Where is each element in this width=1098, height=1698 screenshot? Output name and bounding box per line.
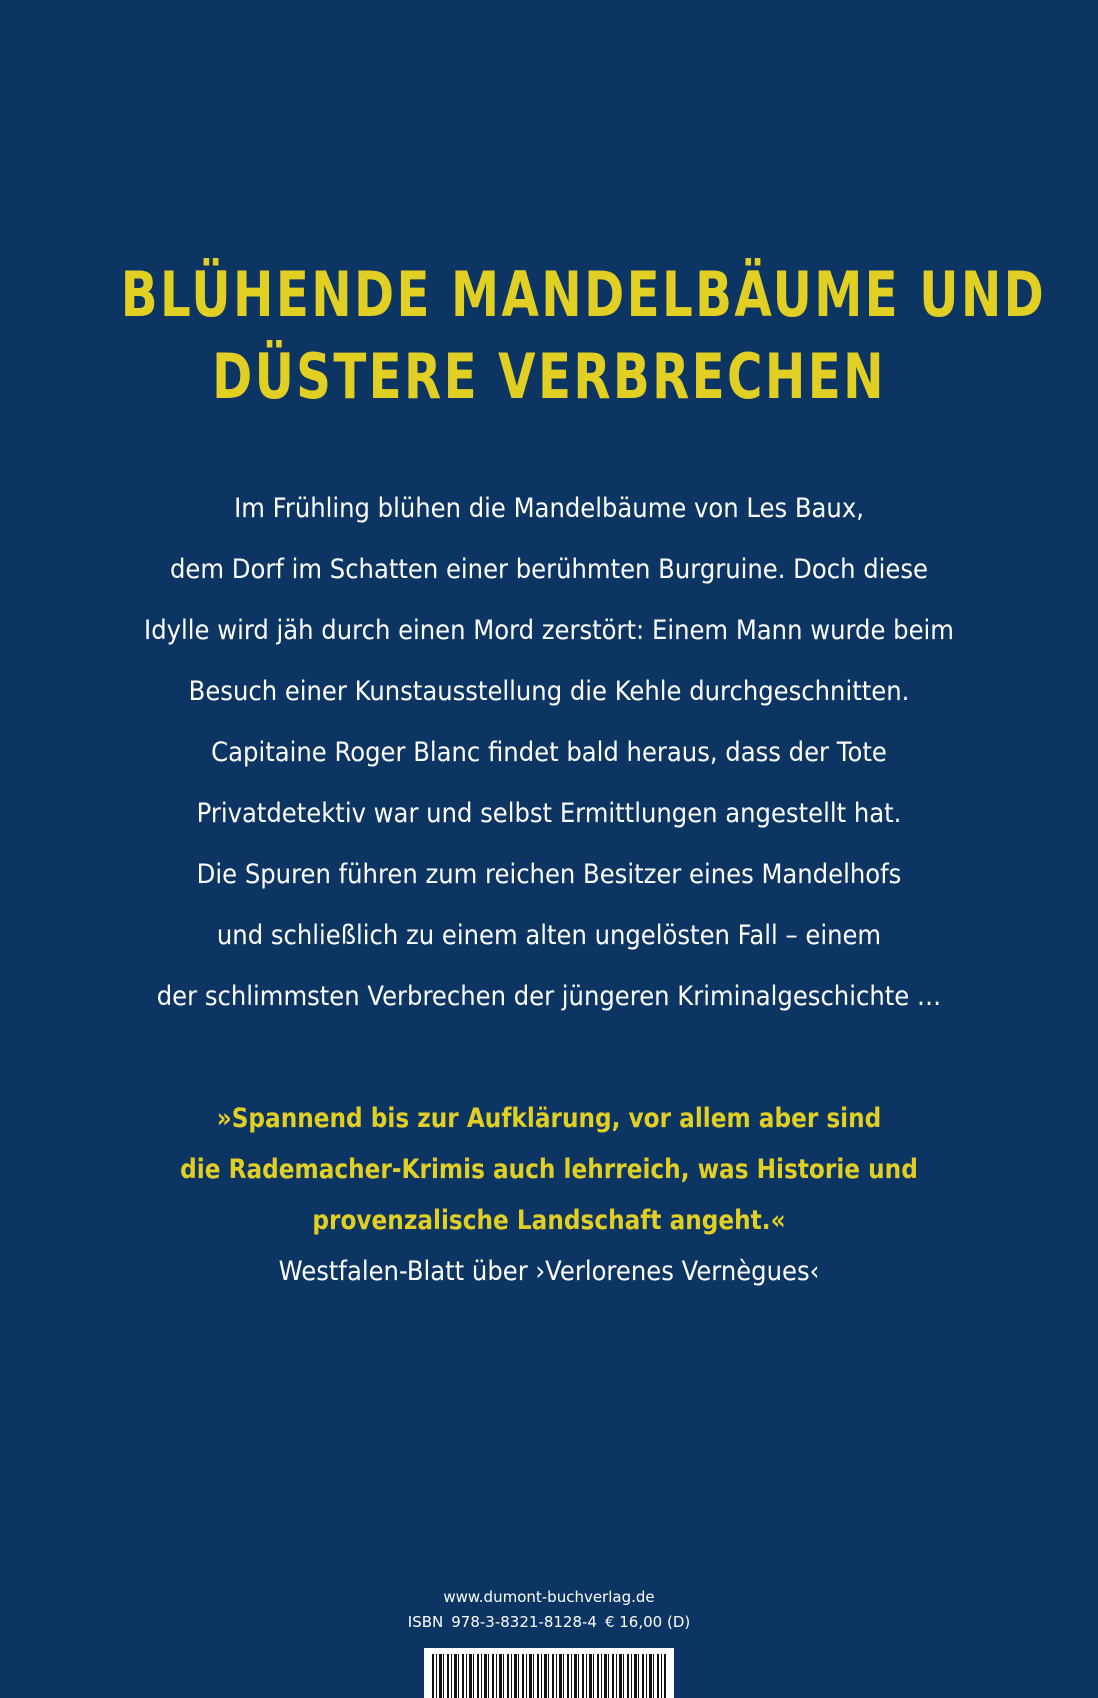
blurb-line: Die Spuren führen zum reichen Besitzer eines Mandelhofs — [196, 859, 902, 890]
blurb-line: Im Frühling blühen die Mandelbäume von Les Baux, — [234, 493, 864, 524]
blurb-line: Capitaine Roger Blanc findet bald heraus, dass der Tote — [211, 737, 887, 768]
blurb-line: Privatdetektiv war und selbst Ermittlungen angestellt hat. — [196, 798, 902, 829]
imprint — [0, 1585, 1098, 1635]
quote-line: »Spannend bis zur Aufklärung, vor allem aber sind — [216, 1103, 882, 1134]
headline-line-2: DÜSTERE VERBRECHEN — [212, 340, 886, 413]
blurb-text — [0, 478, 1098, 1027]
publisher-website: www.dumont-buchverlag.de — [443, 1588, 655, 1606]
headline-line-1: BLÜHENDE MANDELBÄUME UND — [120, 258, 1047, 331]
quote-line: die Rademacher-Krimis auch lehrreich, was Historie und — [180, 1154, 918, 1185]
isbn-number: 978-3-8321-8128-4 — [451, 1613, 597, 1631]
barcode-area — [424, 1648, 674, 1698]
blurb-line: Idylle wird jäh durch einen Mord zerstört: Einem Mann wurde beim — [144, 615, 954, 646]
blurb-line: und schließlich zu einem alten ungelösten Fall – einem — [216, 920, 882, 951]
press-quote — [0, 1093, 1098, 1297]
quote-line: provenzalische Landschaft angeht.« — [312, 1205, 786, 1236]
price: € 16,00 (D) — [604, 1613, 691, 1631]
isbn-price-row — [0, 1610, 1098, 1635]
blurb-line: der schlimmsten Verbrechen der jüngeren Kriminalgeschichte … — [156, 981, 942, 1012]
blurb-line: dem Dorf im Schatten einer berühmten Burgruine. Doch diese — [170, 554, 928, 585]
isbn-label: ISBN — [407, 1613, 444, 1631]
blurb-line: Besuch einer Kunstausstellung die Kehle durchgeschnitten. — [188, 676, 910, 707]
quote-attribution: Westfalen-Blatt über ›Verlorenes Vernègues‹ — [278, 1256, 820, 1287]
barcode-icon — [432, 1654, 666, 1698]
